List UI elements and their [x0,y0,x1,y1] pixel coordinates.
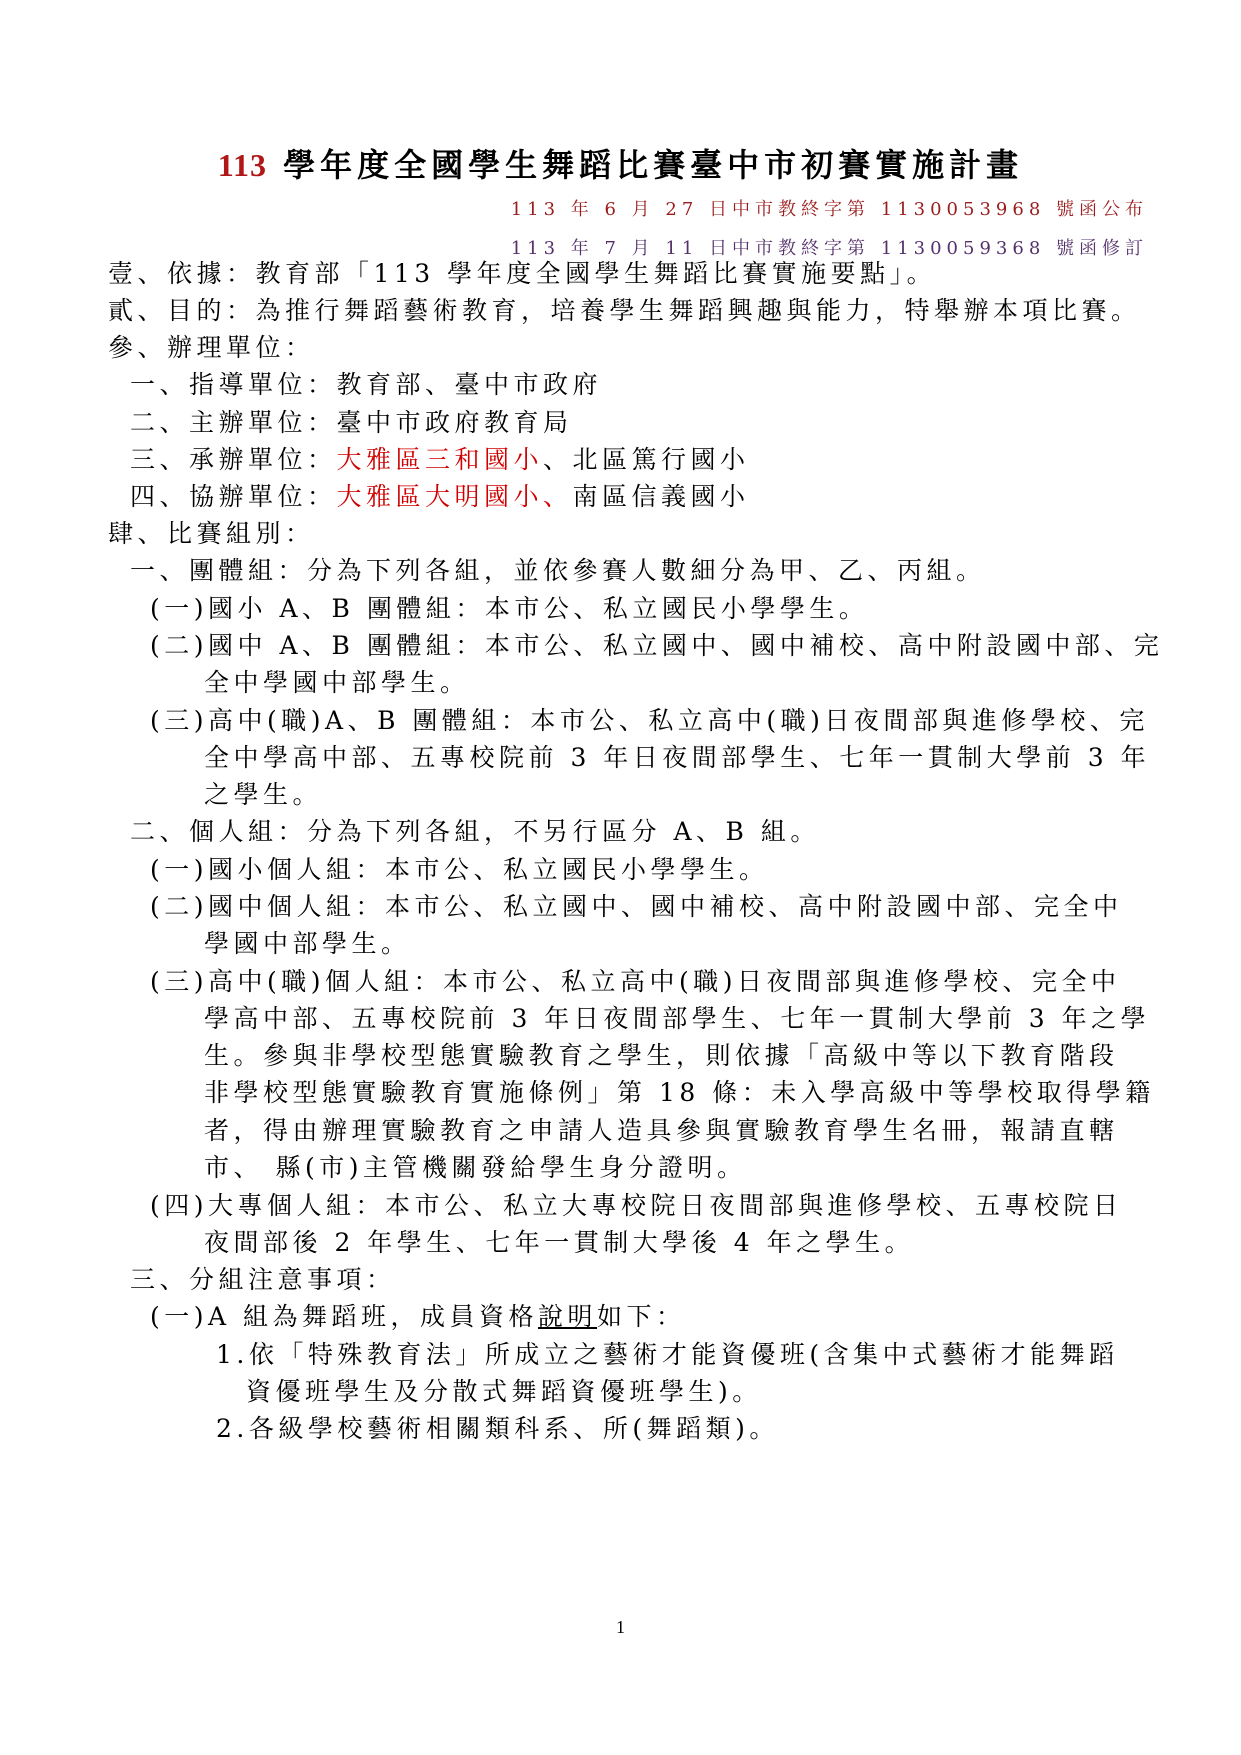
title-year: 113 [217,147,268,183]
unit-organizer-label: 三、承辦單位： [130,445,337,474]
notes-item-1-line2: 資優班學生及分散式舞蹈資優班學生)。 [246,1377,762,1406]
unit-co-label: 四、協辦單位： [130,482,337,511]
team-item-1: (一)國小 A、B 團體組：本市公、私立國民小學學生。 [150,594,869,623]
individual-item-3-line3: 生。參與非學校型態實驗教育之學生，則依據「高級中等以下教育階段 [204,1041,1119,1070]
individual-item-3-line2: 學高中部、五專校院前 3 年日夜間部學生、七年一貫制大學前 3 年之學 [204,1004,1151,1033]
unit-organizer-rest: 、北區篤行國小 [543,445,750,474]
individual-item-2-line1: (二)國中個人組：本市公、私立國中、國中補校、高中附設國中部、完全中 [150,892,1123,921]
unit-guide: 一、指導單位：教育部、臺中市政府 [130,370,603,399]
section-units-heading: 參、辦理單位： [108,333,315,362]
document-title [0,140,1241,186]
team-item-2-line1: (二)國中 A、B 團體組：本市公、私立國中、國中補校、高中附設國中部、完 [150,631,1164,660]
unit-co-organizer [130,479,750,515]
section-groups-heading: 肆、比賽組別： [108,519,315,548]
individual-item-3-line1: (三)高中(職)個人組：本市公、私立高中(職)日夜間部與進修學校、完全中 [150,967,1121,996]
publish-notice: 113 年 6 月 27 日中市教終字第 1130053968 號函公布 [510,199,1148,220]
team-item-3-line3: 之學生。 [204,780,323,809]
unit-organizer [130,442,750,478]
title-text: 學年度全國學生舞蹈比賽臺中市初賽實施計畫 [283,146,1024,184]
unit-co-rest: 南區信義國小 [572,482,750,511]
notes-item-1-line1: 1.依「特殊教育法」所成立之藝術才能資優班(含集中式藝術才能舞蹈 [216,1340,1119,1369]
individual-item-4-line2: 夜間部後 2 年學生、七年一貫制大學後 4 年之學生。 [204,1228,915,1257]
section-basis: 壹、依據：教育部「113 學年度全國學生舞蹈比賽實施要點」。 [108,259,937,288]
individual-item-1: (一)國小個人組：本市公、私立國民小學學生。 [150,855,769,884]
notes-item-2: 2.各級學校藝術相關類科系、所(舞蹈類)。 [216,1414,779,1443]
team-group-heading: 一、團體組：分為下列各組，並依參賽人數細分為甲、乙、丙組。 [130,556,986,585]
team-item-3-line1: (三)高中(職)A、B 團體組：本市公、私立高中(職)日夜間部與進修學校、完 [150,706,1149,735]
notes-a-group-pre: (一)A 組為舞蹈班，成員資格 [150,1302,539,1331]
unit-co-highlight: 大雅區大明國小、 [336,482,573,511]
individual-item-3-line5: 者，得由辦理實驗教育之申請人造具參與實驗教育學生名冊，報請直轄 [204,1116,1119,1145]
individual-item-3-line4: 非學校型態實驗教育實施條例」第 18 條：未入學高級中等學校取得學籍 [204,1078,1155,1107]
individual-group-heading: 二、個人組：分為下列各組，不另行區分 A、B 組。 [130,817,820,846]
page-number: 1 [616,1617,625,1637]
notes-a-group-post: 如下： [597,1302,686,1331]
revision-notice: 113 年 7 月 11 日中市教終字第 1130059368 號函修訂 [510,238,1148,259]
unit-organizer-highlight: 大雅區三和國小 [336,445,544,474]
notes-heading: 三、分組注意事項： [130,1265,396,1294]
notes-a-group [150,1299,686,1335]
unit-host: 二、主辦單位：臺中市政府教育局 [130,408,573,437]
individual-item-4-line1: (四)大專個人組：本市公、私立大專校院日夜間部與進修學校、五專校院日 [150,1191,1123,1220]
individual-item-3-line6: 市、 縣(市)主管機關發給學生身分證明。 [204,1153,747,1182]
team-item-2-line2: 全中學國中部學生。 [204,668,470,697]
section-purpose: 貳、目的：為推行舞蹈藝術教育，培養學生舞蹈興趣與能力，特舉辦本項比賽。 [108,296,1141,325]
team-item-3-line2: 全中學高中部、五專校院前 3 年日夜間部學生、七年一貫制大學前 3 年 [204,743,1151,772]
individual-item-2-line2: 學國中部學生。 [204,929,411,958]
notes-a-group-underlined: 說明 [538,1302,598,1331]
